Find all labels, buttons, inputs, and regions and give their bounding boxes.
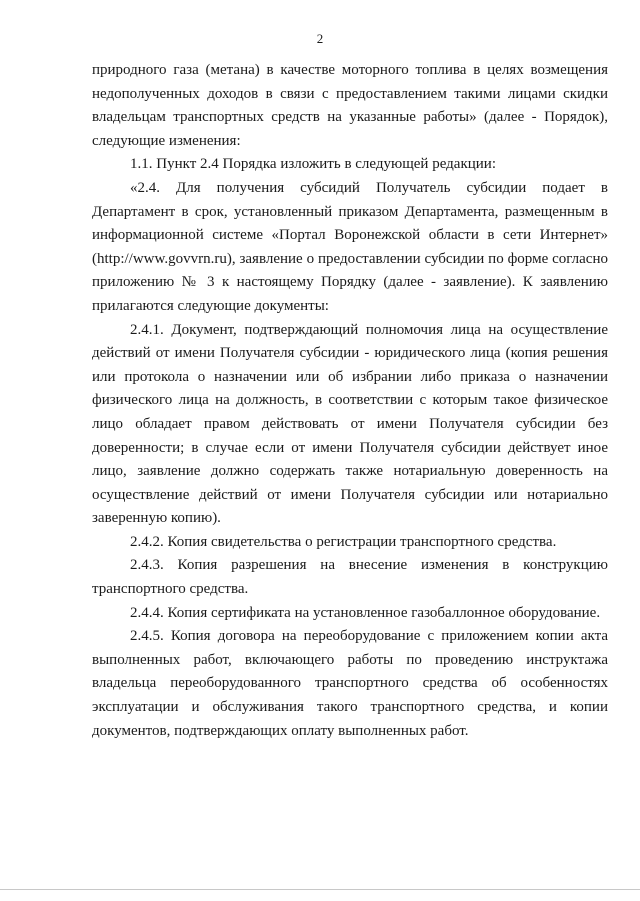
page-number: 2 [316,31,324,46]
paragraph-2-4-4: 2.4.4. Копия сертификата на установленное газобаллонное оборудование. [130,604,601,621]
paragraph-2-4-5: 2.4.5. Копия договора на переоборудование с приложением копии акта выполненных работ, включающего работы по проведению инструктажа владельца переоборудованного транспортного средства об особенностях эксплуатации и обслуживания такого транспортного средства, и копии документов, подтверждающих оплату выполненных работ. [92,628,608,739]
paragraph-2-4: «2.4. Для получения субсидий Получатель субсидии подает в Департамент в срок, установленный приказом Департамента, размещенным в информационной системе «Портал Воронежской области в сети Интернет» (http://www.govvrn.ru), заявление о предоставлении субсидии по форме согласно приложению № 3 к настоящему Порядку (далее - заявление). К заявлению прилагаются следующие документы: [92,179,608,314]
paragraph-2-4-3: 2.4.3. Копия разрешения на внесение изменения в конструкцию транспортного средства. [92,557,608,598]
scan-edge-divider [0,889,640,890]
paragraph-1-1: 1.1. Пункт 2.4 Порядка изложить в следующей редакции: [130,156,496,173]
paragraph-2-4-1: 2.4.1. Документ, подтверждающий полномочия лица на осуществление действий от имени Получателя субсидии - юридического лица (копия решения или протокола о назначении или об избрании либо приказа о назначении физического лица на должность, в соответствии с которым такое физическое лицо обладает правом действовать от имени Получателя субсидии без доверенности; в случае если от имени Получателя субсидии действует иное лицо, заявление должно содержать также нотариальную доверенность на осуществление действий от имени Получателя субсидии или нотариально заверенную копию). [92,321,608,527]
document-body [92,59,608,743]
paragraph-intro-continued: природного газа (метана) в качестве моторного топлива в целях возмещения недополученных доходов в связи с предоставлением такими лицами скидки владельцам транспортных средств на указанные работы» (далее - Порядок), следующие изменения: [92,62,608,149]
paragraph-2-4-2: 2.4.2. Копия свидетельства о регистрации транспортного средства. [130,533,557,550]
